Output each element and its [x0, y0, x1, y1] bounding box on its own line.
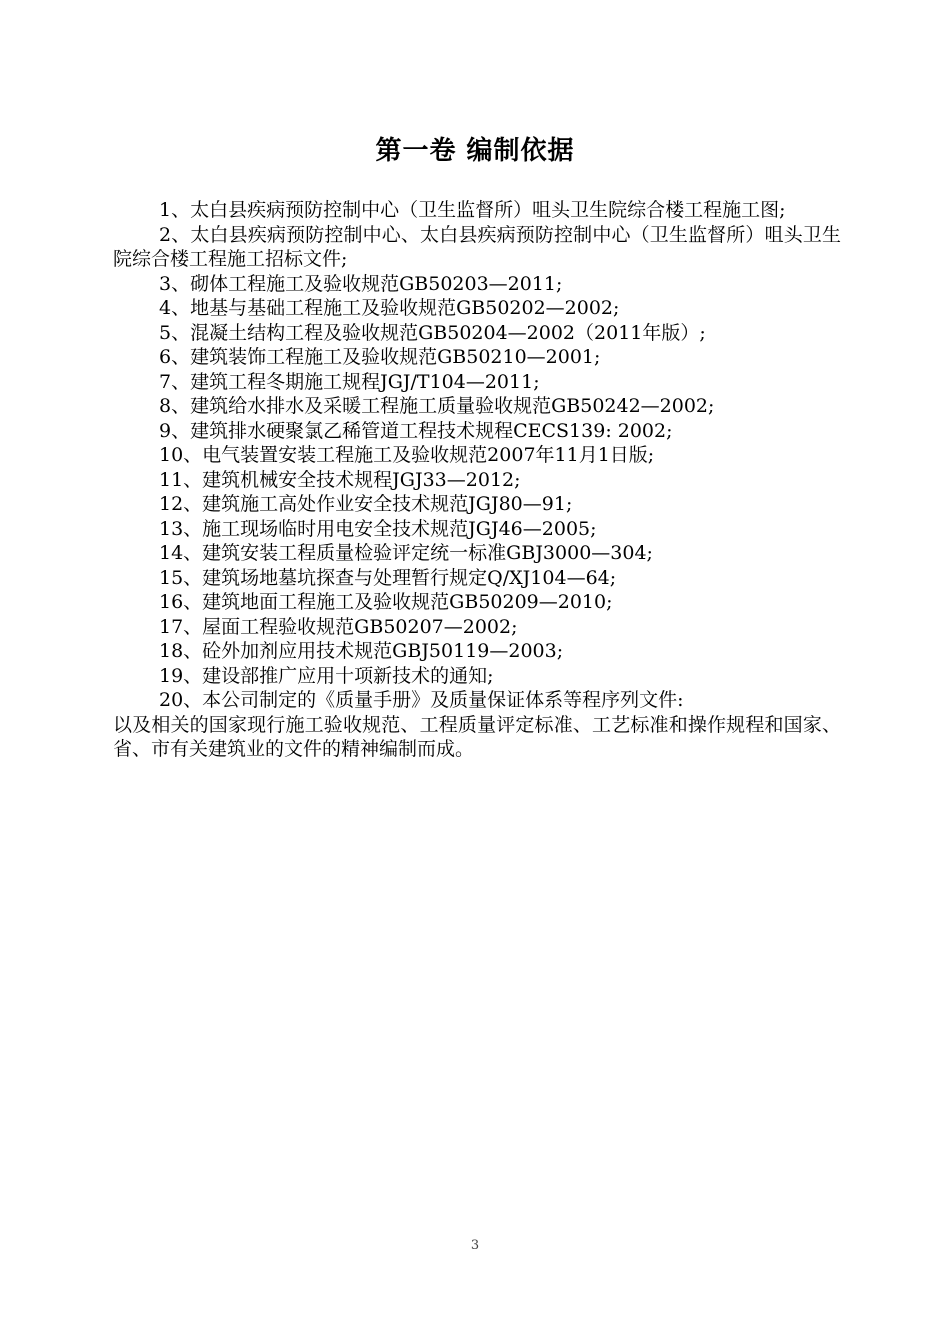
list-item: 16、建筑地面工程施工及验收规范GB50209—2010; — [159, 591, 613, 613]
list-item: 17、屋面工程验收规范GB50207—2002; — [159, 615, 518, 638]
list-item: 18、砼外加剂应用技术规范GBJ50119—2003; — [159, 640, 564, 662]
list-item: 15、建筑场地墓坑探查与处理暂行规定Q/XJ104—64; — [159, 566, 617, 589]
list-item: 7、建筑工程冬期施工规程JGJ/T104—2011; — [159, 370, 540, 393]
page-title: 第一卷 编制依据 — [375, 136, 575, 166]
list-item: 2、太白县疾病预防控制中心、太白县疾病预防控制中心（卫生监督所）咀头卫生院综合楼工程施工招标文件; — [113, 223, 841, 270]
list-item: 13、施工现场临时用电安全技术规范JGJ46—2005; — [159, 517, 597, 540]
page-number: 3 — [470, 1238, 480, 1253]
list-item: 20、本公司制定的《质量手册》及质量保证体系等程序列文件: — [159, 689, 684, 711]
list-item: 1、太白县疾病预防控制中心（卫生监督所）咀头卫生院综合楼工程施工图; — [159, 199, 786, 221]
list-item: 14、建筑安装工程质量检验评定统一标准GBJ3000—304; — [159, 542, 653, 564]
list-item: 9、建筑排水硬聚氯乙稀管道工程技术规程CECS139: 2002; — [159, 419, 673, 442]
closing-paragraph: 以及相关的国家现行施工验收规范、工程质量评定标准、工艺标准和操作规程和国家、省、市有关建筑业的文件的精神编制而成。 — [113, 713, 841, 760]
basis-list — [113, 198, 841, 762]
list-item: 10、电气装置安装工程施工及验收规范2007年11月1日版; — [159, 444, 655, 466]
list-item: 8、建筑给水排水及采暖工程施工质量验收规范GB50242—2002; — [159, 395, 715, 417]
list-item: 19、建设部推广应用十项新技术的通知; — [159, 664, 494, 687]
list-item: 12、建筑施工高处作业安全技术规范JGJ80—91; — [159, 493, 573, 515]
list-item: 5、混凝土结构工程及验收规范GB50204—2002（2011年版）; — [159, 321, 706, 344]
list-item: 4、地基与基础工程施工及验收规范GB50202—2002; — [159, 297, 620, 319]
list-item: 3、砌体工程施工及验收规范GB50203—2011; — [159, 272, 563, 295]
list-item: 6、建筑装饰工程施工及验收规范GB50210—2001; — [159, 346, 601, 368]
list-item: 11、建筑机械安全技术规程JGJ33—2012; — [159, 468, 521, 491]
